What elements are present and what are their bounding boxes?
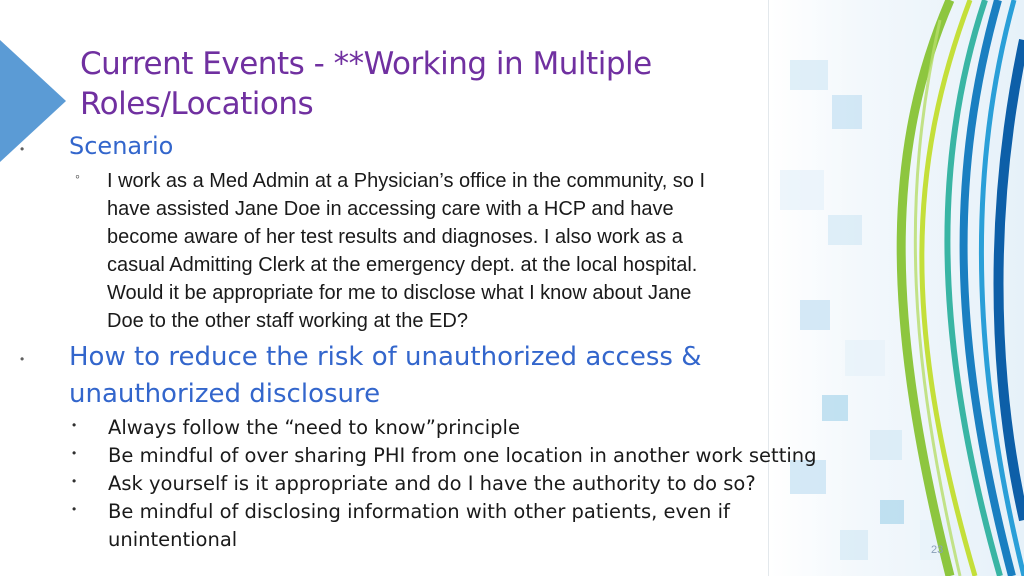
reduce-heading-line-2: unauthorized disclosure xyxy=(69,379,381,409)
scenario-line: Would it be appropriate for me to disclose what I know about Jane xyxy=(107,282,692,304)
slide-title xyxy=(80,44,780,124)
scenario-heading: Scenario xyxy=(69,132,174,160)
scenario-line: become aware of her test results and diagnoses. I also work as a xyxy=(107,226,683,248)
reduce-risk-heading xyxy=(69,339,769,413)
bullet-reduce: • xyxy=(20,352,25,366)
list-item-text: Always follow the “need to know”principle xyxy=(108,416,520,439)
title-line-1: Current Events - **Working in Multiple xyxy=(80,46,652,82)
scenario-line: I work as a Med Admin at a Physician’s office in the community, so I xyxy=(107,170,706,192)
list-item-text: Be mindful of over sharing PHI from one location in another work setting xyxy=(108,444,817,467)
list-item-text: Be mindful of disclosing information with other patients, even if xyxy=(108,500,730,523)
slide-number: 23 xyxy=(931,544,944,556)
bullet-icon: • xyxy=(72,446,77,460)
sub-bullet-marker: ◦ xyxy=(75,168,80,184)
list-item-text: Ask yourself is it appropriate and do I have the authority to do so? xyxy=(108,472,756,495)
scenario-line: Doe to the other staff working at the ED? xyxy=(107,310,468,332)
bullet-icon: • xyxy=(72,502,77,516)
bullet-icon: • xyxy=(72,474,77,488)
bullet-scenario: • xyxy=(20,142,25,156)
bullet-icon: • xyxy=(72,418,77,432)
list-item-text: unintentional xyxy=(108,528,238,551)
scenario-line: have assisted Jane Doe in accessing care with a HCP and have xyxy=(107,198,674,220)
title-line-2: Roles/Locations xyxy=(80,86,314,122)
scenario-text xyxy=(107,167,875,335)
reduce-heading-line-1: How to reduce the risk of unauthorized access & xyxy=(69,342,702,372)
chevron-arrow-icon xyxy=(0,40,66,162)
scenario-line: casual Admitting Clerk at the emergency dept. at the local hospital. xyxy=(107,254,698,276)
